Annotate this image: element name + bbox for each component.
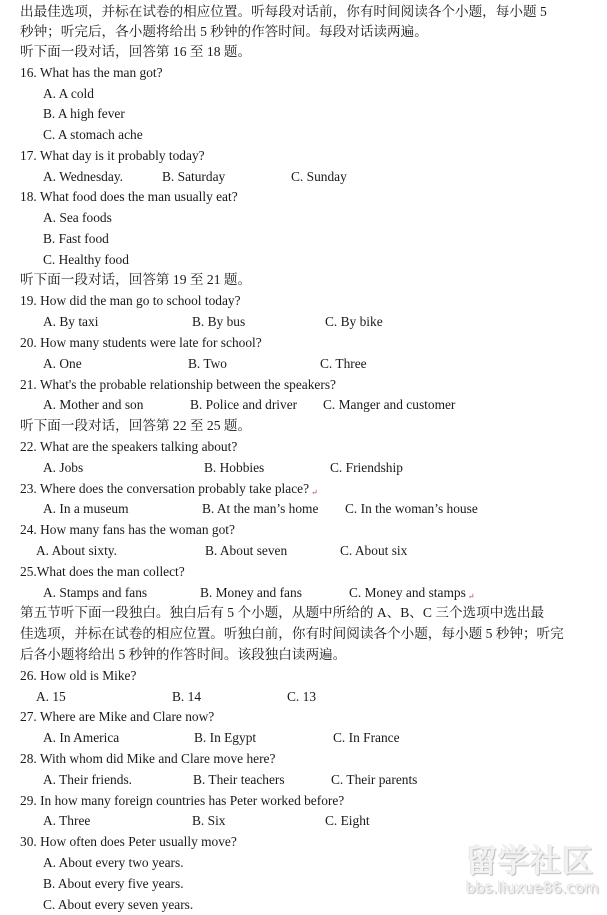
question-22-option-a: A. Jobs: [43, 460, 84, 475]
question-18-option-c: C. Healthy food: [43, 252, 129, 267]
question-23-text: 23. Where does the conversation probably take place?: [20, 481, 310, 496]
question-21-option-c: C. Manger and customer: [323, 397, 456, 412]
question-26: 26. How old is Mike?: [20, 668, 137, 683]
question-27: 27. Where are Mike and Clare now?: [20, 709, 215, 724]
question-27-option-c: C. In France: [333, 730, 400, 745]
question-24: 24. How many fans has the woman got?: [20, 522, 235, 537]
question-18-option-b: B. Fast food: [43, 231, 109, 246]
question-22: 22. What are the speakers talking about?: [20, 439, 238, 454]
question-29-option-a: A. Three: [43, 813, 91, 828]
question-27-option-a: A. In America: [43, 730, 120, 745]
question-28-option-a: A. Their friends.: [43, 772, 133, 787]
question-16-option-b: B. A high fever: [43, 106, 125, 121]
section-heading-16-18: 听下面一段对话，回答第 16 至 18 题。: [20, 44, 252, 59]
question-26-option-c: C. 13: [287, 689, 317, 704]
question-18-option-a: A. Sea foods: [43, 210, 112, 225]
question-21-option-b: B. Police and driver: [190, 397, 298, 412]
question-20-option-b: B. Two: [188, 356, 227, 371]
question-21: 21. What's the probable relationship between the speakers?: [20, 377, 336, 392]
paragraph-mark-icon: ↵: [467, 592, 475, 601]
section5-instructions-line-3: 后各小题将给出 5 秒钟的作答时间。该段独白读两遍。: [20, 647, 347, 662]
question-17-option-a: A. Wednesday.: [43, 169, 123, 184]
question-18: 18. What food does the man usually eat?: [20, 189, 238, 204]
question-30: 30. How often does Peter usually move?: [20, 834, 237, 849]
question-29-option-c: C. Eight: [325, 813, 370, 828]
section-heading-22-25: 听下面一段对话，回答第 22 至 25 题。: [20, 418, 252, 433]
question-17: 17. What day is it probably today?: [20, 148, 205, 163]
section5-instructions-line-1: 第五节听下面一段独白。独白后有 5 个小题，从题中所给的 A、B、C 三个选项中选出最: [20, 605, 545, 620]
question-30-option-a: A. About every two years.: [43, 855, 184, 870]
question-25-option-b: B. Money and fans: [200, 585, 302, 600]
question-16-option-c: C. A stomach ache: [43, 127, 143, 142]
question-17-option-c: C. Sunday: [291, 169, 347, 184]
section-heading-19-21: 听下面一段对话，回答第 19 至 21 题。: [20, 272, 252, 287]
question-19-option-a: A. By taxi: [43, 314, 99, 329]
question-23-option-c: C. In the woman’s house: [345, 501, 478, 516]
question-22-option-c: C. Friendship: [330, 460, 403, 475]
question-20-option-a: A. One: [43, 356, 82, 371]
question-29-option-b: B. Six: [192, 813, 226, 828]
question-20-option-c: C. Three: [320, 356, 367, 371]
watermark-title: 留学社区: [466, 844, 594, 880]
watermark-logo: [466, 844, 599, 905]
question-27-option-b: B. In Egypt: [194, 730, 257, 745]
question-23-option-b: B. At the man’s home: [202, 501, 319, 516]
intro-line-1: 出最佳选项，并标在试卷的相应位置。听每段对话前，你有时间阅读各个小题，每小题 5: [20, 4, 547, 19]
question-23-option-a: A. In a museum: [43, 501, 129, 516]
question-26-option-a: A. 15: [36, 689, 66, 704]
section5-instructions-line-2: 佳选项，并标在试卷的相应位置。听独白前，你有时间阅读各个小题，每小题 5 秒钟；听完: [20, 626, 564, 641]
watermark-url: bbs.liuxue86.com: [466, 879, 599, 897]
question-28: 28. With whom did Mike and Clare move here?: [20, 751, 276, 766]
question-21-option-a: A. Mother and son: [43, 397, 144, 412]
question-28-option-b: B. Their teachers: [193, 772, 285, 787]
question-23: [20, 479, 318, 499]
question-26-option-b: B. 14: [172, 689, 202, 704]
question-30-option-b: B. About every five years.: [43, 876, 184, 891]
question-28-option-c: C. Their parents: [331, 772, 418, 787]
paragraph-mark-icon: ↵: [311, 488, 318, 497]
question-19: 19. How did the man go to school today?: [20, 293, 241, 308]
question-24-option-b: B. About seven: [205, 543, 288, 558]
question-25-option-c-wrap: [349, 583, 475, 603]
question-17-option-b: B. Saturday: [162, 169, 226, 184]
question-25: 25.What does the man collect?: [20, 564, 185, 579]
question-24-option-c: C. About six: [340, 543, 408, 558]
question-22-option-b: B. Hobbies: [204, 460, 265, 475]
intro-line-2: 秒钟；听完后，各小题将给出 5 秒钟的作答时间。每段对话读两遍。: [20, 24, 428, 39]
question-19-option-b: B. By bus: [192, 314, 246, 329]
question-29: 29. In how many foreign countries has Peter worked before?: [20, 793, 345, 808]
question-24-option-a: A. About sixty.: [36, 543, 117, 558]
question-16-option-a: A. A cold: [43, 86, 94, 101]
question-19-option-c: C. By bike: [325, 314, 383, 329]
question-30-option-c: C. About every seven years.: [43, 897, 194, 912]
question-25-option-c: C. Money and stamps: [349, 585, 466, 600]
question-20: 20. How many students were late for school?: [20, 335, 262, 350]
question-25-option-a: A. Stamps and fans: [43, 585, 148, 600]
question-16: 16. What has the man got?: [20, 65, 163, 80]
